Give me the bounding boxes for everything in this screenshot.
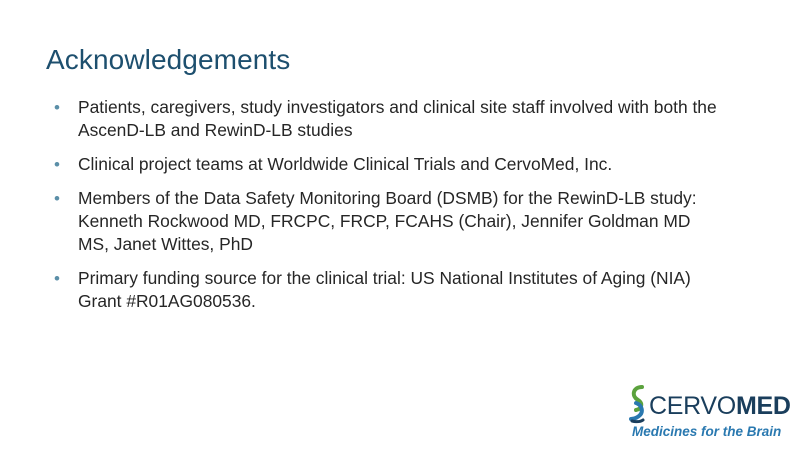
- bullet-icon: •: [54, 155, 60, 174]
- slide-title: Acknowledgements: [46, 44, 291, 75]
- list-item: [46, 96, 726, 142]
- bullet-icon: •: [54, 98, 60, 117]
- bullet-text: Primary funding source for the clinical trial: US National Institutes of Aging (NIA) Grant #R01AG080536.: [78, 268, 691, 311]
- cervomed-logo: [628, 382, 791, 442]
- list-item: [46, 187, 726, 256]
- list-item: [46, 267, 726, 313]
- bullet-icon: •: [54, 269, 60, 288]
- acknowledgements-list: [46, 96, 726, 324]
- logo-word-light: CERVO: [649, 392, 736, 420]
- bullet-icon: •: [54, 189, 60, 208]
- logo-tagline: Medicines for the Brain: [632, 424, 782, 439]
- bullet-text: Clinical project teams at Worldwide Clinical Trials and CervoMed, Inc.: [78, 154, 613, 174]
- logo-wordmark: [649, 392, 791, 420]
- bullet-text: Patients, caregivers, study investigators and clinical site staff involved with both the AscenD-LB and RewinD-LB studies: [78, 97, 717, 140]
- logo-word-bold: MED: [735, 392, 791, 420]
- bullet-text: Members of the Data Safety Monitoring Board (DSMB) for the RewinD-LB study: Kenneth Rockwood MD, FRCPC, FRCP, FCAHS (Chair), Jennifer Goldman MD MS, Janet Wittes, PhD: [78, 188, 697, 254]
- cervomed-s-mark-icon: [628, 384, 648, 424]
- list-item: [46, 153, 726, 176]
